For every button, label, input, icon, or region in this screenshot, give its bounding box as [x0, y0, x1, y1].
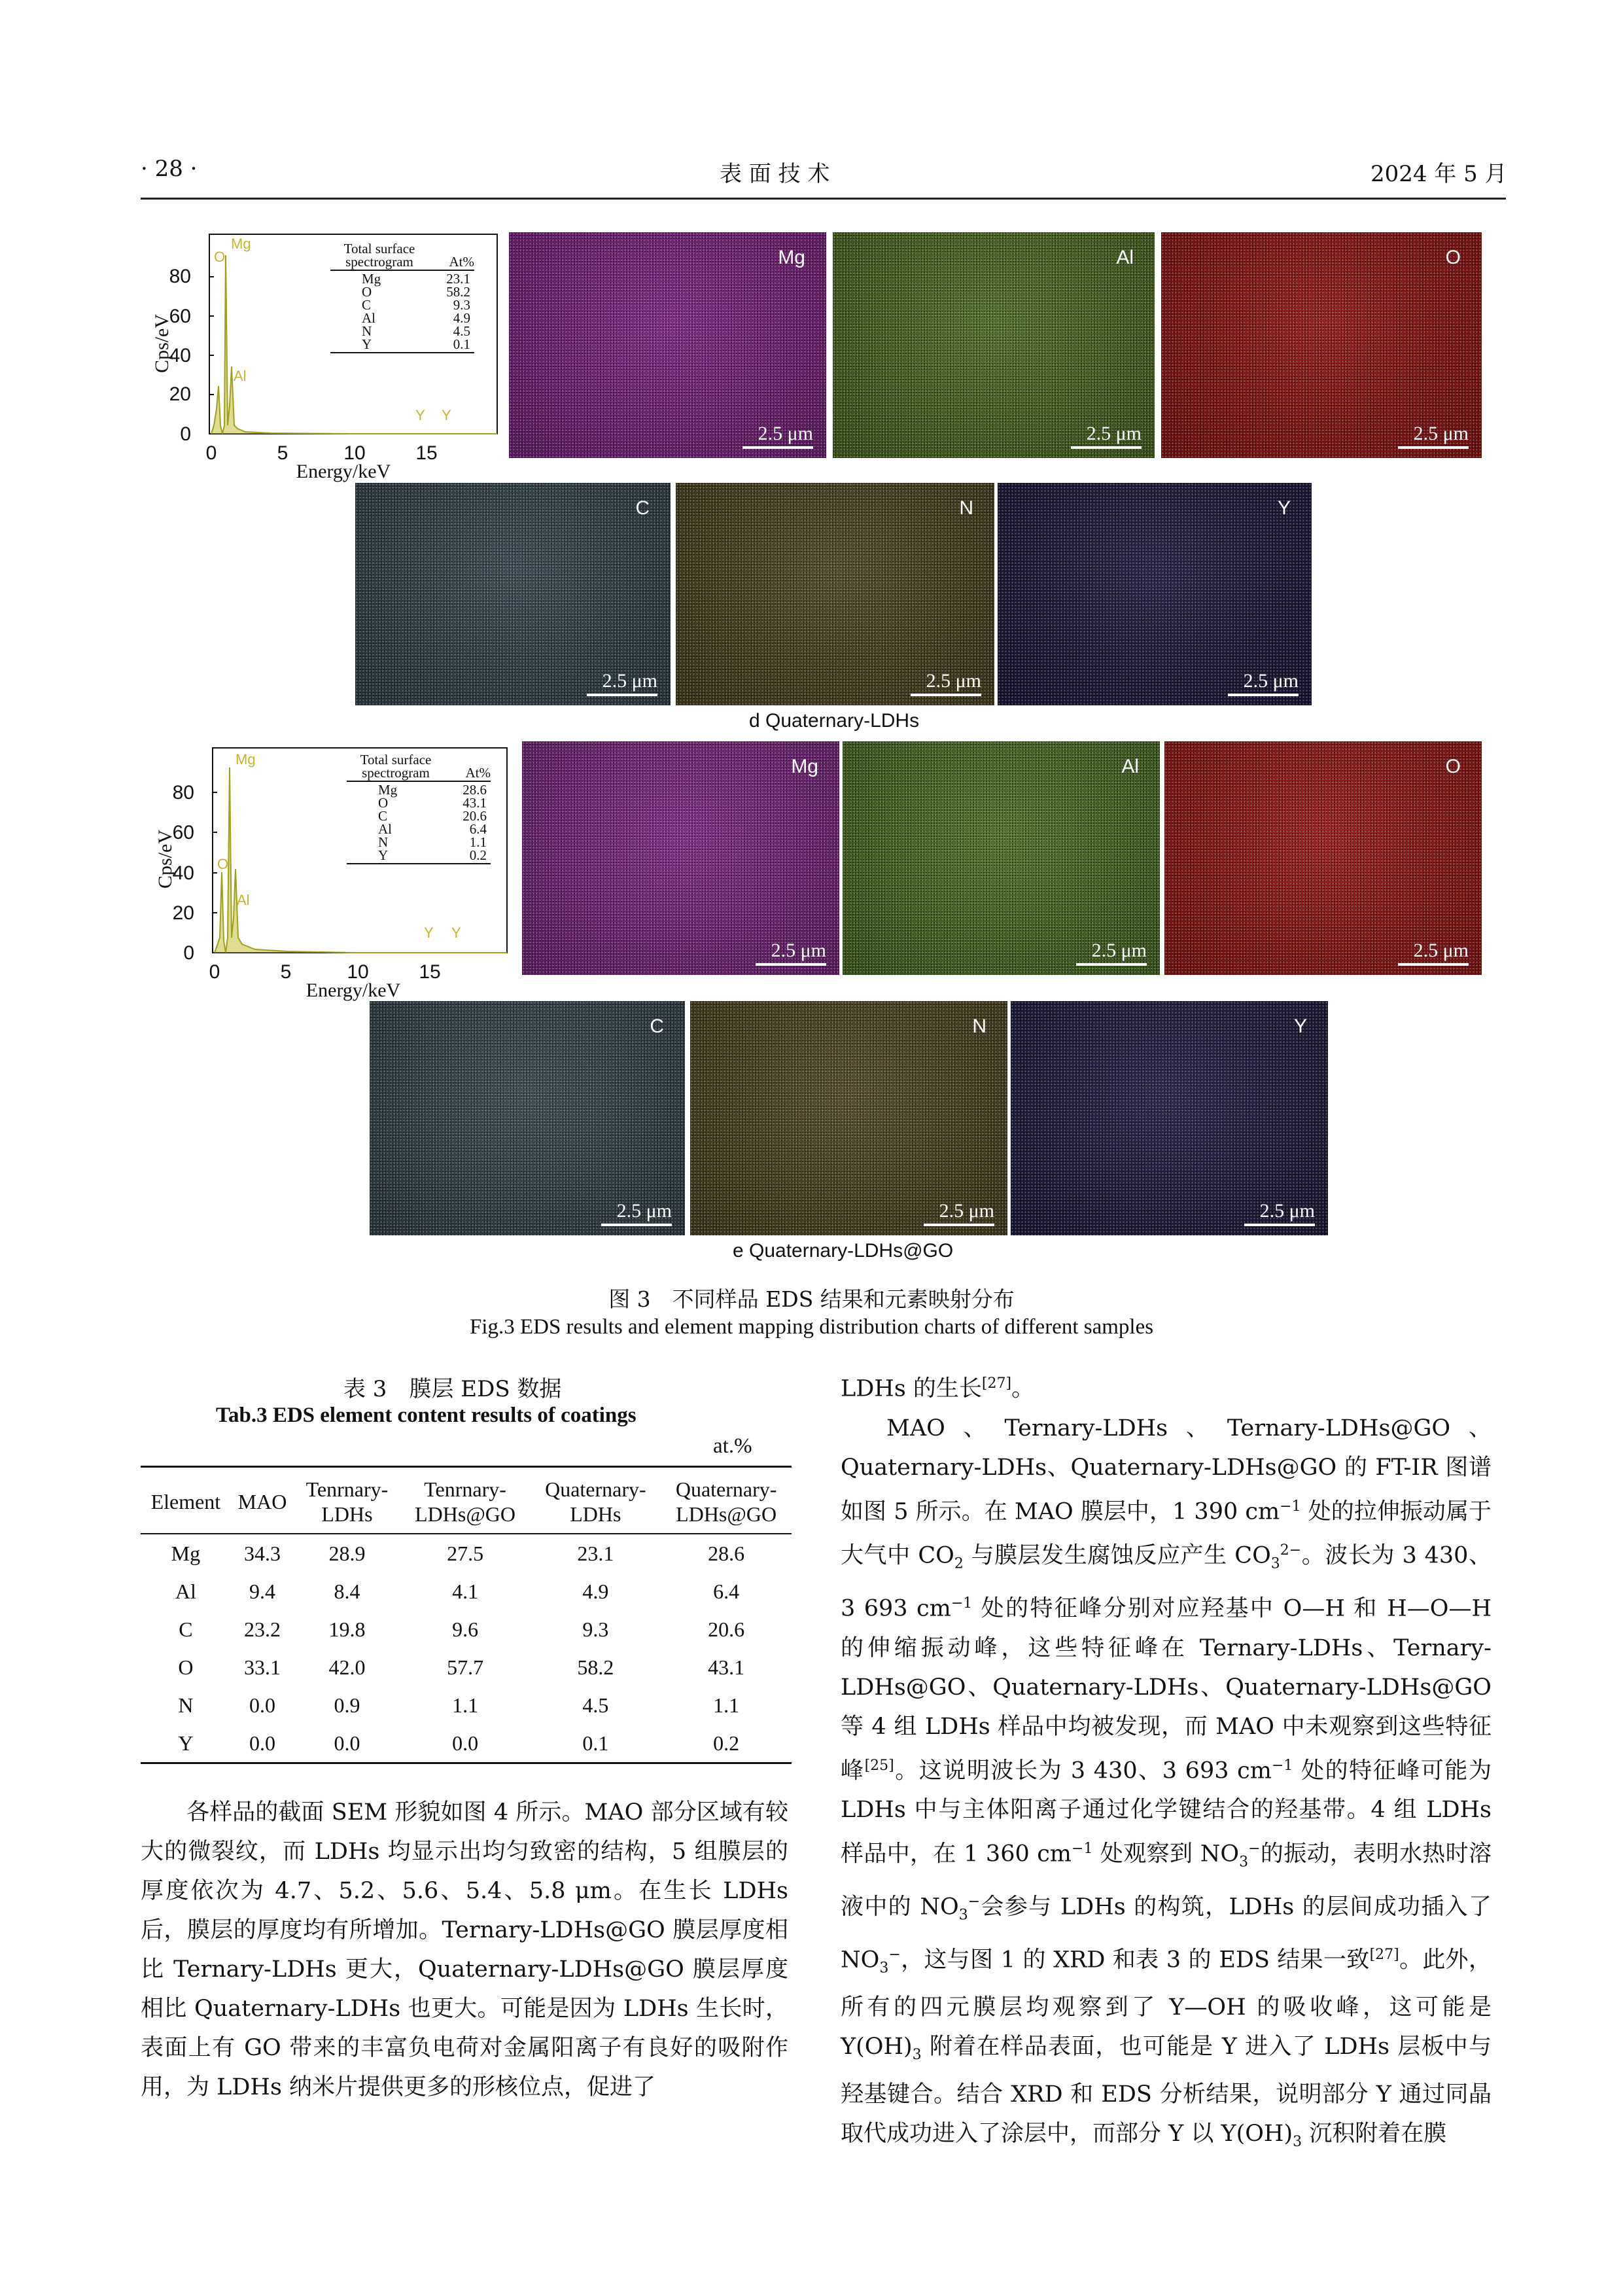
y-axis-label: Cps/eV [151, 314, 173, 373]
issue-date: 2024 年 5 月 [1370, 161, 1507, 187]
inset-row: C 20.6 [378, 808, 487, 824]
scale-bar: 2.5 μm [1244, 1200, 1315, 1226]
inset-row: C 9.3 [362, 297, 470, 313]
peak-label-o: O [214, 249, 226, 265]
col-header: Element [141, 1467, 231, 1534]
x-tick-10: 10 [347, 961, 369, 983]
element-map-mg: Mg 2.5 μm [522, 741, 839, 975]
page-number: · 28 · [141, 156, 198, 182]
eds-spectrum-e [154, 741, 510, 1001]
peak-label-y1: Y [424, 925, 434, 941]
table-row: C 23.2 19.8 9.6 9.3 20.6 [179, 1617, 745, 1641]
peak-label-al: Al [234, 368, 247, 384]
scale-bar: 2.5 μm [1228, 670, 1299, 696]
element-map-o: O 2.5 μm [1164, 741, 1482, 975]
x-tick-5: 5 [277, 442, 288, 464]
inset-title: Total surface spectrogram [343, 241, 415, 270]
peak-label-y2: Y [451, 925, 461, 941]
inset-row: N 4.5 [362, 323, 470, 339]
scale-bar: 2.5 μm [742, 423, 813, 449]
x-tick-0: 0 [209, 961, 220, 983]
inset-row: O 58.2 [362, 284, 470, 300]
peak-label-o: O [217, 856, 229, 872]
scale-bar: 2.5 μm [1398, 423, 1469, 449]
inset-title: Total surface spectrogram [360, 752, 432, 781]
element-map-al: Al 2.5 μm [833, 232, 1155, 458]
table-row: Y 0.0 0.0 0.0 0.1 0.2 [141, 1724, 792, 1763]
col-header: Tenrnary- LDHs@GO [400, 1467, 531, 1534]
scale-bar: 2.5 μm [756, 940, 826, 966]
inset-col-header: At% [449, 254, 474, 270]
table-title-en: Tab.3 EDS element content results of coatings [216, 1404, 637, 1427]
figure-caption-cn: 图 3 不同样品 EDS 结果和元素映射分布 [608, 1286, 1015, 1312]
peak-label-al: Al [237, 892, 250, 908]
x-axis-label: Energy/keV [296, 461, 391, 482]
y-tick-0: 0 [183, 942, 194, 964]
scale-bar: 2.5 μm [924, 1200, 994, 1226]
spectrum-inset-table [330, 242, 474, 355]
eds-data-table [141, 1466, 792, 1764]
table-header-row [141, 1467, 792, 1534]
element-map-o: O 2.5 μm [1161, 232, 1482, 458]
panel-label-e: e Quaternary-LDHs@GO [733, 1240, 954, 1262]
figure-caption-en: Fig.3 EDS results and element mapping distribution charts of different samples [469, 1315, 1154, 1339]
col-header: Quaternary- LDHs@GO [661, 1467, 792, 1534]
y-tick-80: 80 [172, 782, 194, 804]
x-tick-15: 15 [419, 961, 441, 983]
inset-row: Al 4.9 [362, 310, 470, 326]
x-tick-15: 15 [415, 442, 438, 464]
scale-bar: 2.5 μm [911, 670, 981, 696]
y-tick-0: 0 [180, 423, 191, 445]
y-tick-40: 40 [172, 862, 194, 884]
col-header: Tenrnary- LDHs [294, 1467, 400, 1534]
x-tick-0: 0 [205, 442, 217, 464]
scale-bar: 2.5 μm [1398, 940, 1469, 966]
table-unit: at.% [713, 1434, 752, 1458]
spectrum-inset-table [347, 753, 491, 866]
panel-label-d: d Quaternary-LDHs [749, 710, 920, 732]
inset-col-header: At% [465, 765, 491, 781]
scale-bar: 2.5 μm [601, 1200, 672, 1226]
y-tick-20: 20 [172, 902, 194, 924]
y-axis-label: Cps/eV [154, 830, 176, 889]
body-paragraph-left [141, 1793, 788, 2107]
inset-row: N 1.1 [378, 834, 487, 850]
table-row: N 0.0 0.9 1.1 4.5 1.1 [178, 1693, 740, 1717]
scale-bar: 2.5 μm [1071, 423, 1142, 449]
inset-row: Mg 23.1 [362, 271, 470, 287]
table-title-cn: 表 3 膜层 EDS 数据 [343, 1376, 562, 1402]
y-tick-40: 40 [169, 345, 191, 366]
y-tick-20: 20 [169, 383, 191, 405]
col-header: MAO [231, 1467, 294, 1534]
y-tick-60: 60 [172, 822, 194, 843]
x-tick-10: 10 [343, 442, 366, 464]
element-map-c: C 2.5 μm [370, 1001, 685, 1235]
journal-title: 表 面 技 术 [720, 161, 830, 187]
table-row: Al 9.4 8.4 4.1 4.9 6.4 [175, 1579, 740, 1603]
table-row: O 33.1 42.0 57.7 58.2 43.1 [178, 1655, 745, 1679]
peak-label-y1: Y [415, 407, 425, 423]
eds-spectrum-d [151, 229, 500, 482]
element-map-n: N 2.5 μm [676, 483, 994, 705]
paragraph-ftir: MAO、Ternary-LDHs、Ternary-LDHs@GO、Quaternary-LDHs、Quaternary-LDHs@GO 的 FT-IR 图谱如图 5 所示。在 MAO 膜层中，1 390 $cm^{-1}$ 处的拉伸振动属于大气中 $CO_2$ 与膜层发生腐蚀反应产生 $CO_3^{2-}$。波长为 3 430、3 693 $cm^{-1}$ 处的特征峰分别对应羟基中 O—H 和 H—O—H 的伸缩振动峰，这些特征峰在 Ternary-LDHs、Ternary-LDHs@GO、Quaternary-LDHs、Quaternary-LDHs@GO 等 4 组 LDHs 样品中均被发现，而 MAO 中未观察到这些特征峰[25]。这说明波长为 3 430、3 693 $cm^{-1}$ 处的特征峰可能为 LDHs 中与主体阳离子通过化学键结合的羟基带。4 组 LDHs 样品中，在 1 360 $cm^{-1}$ 处观察到 $NO_3^-$的振动，表明水热时溶液中的 $NO_3^-$会参与 LDHs 的构筑，LDHs 的层间成功插入了 $NO_3^-$，这与图 1 的 XRD 和表 3 的 EDS 结果一致[27]。此外，所有的四元膜层均观察到了 Y—OH 的吸收峰，这可能是 $Y(OH)_3$ 附着在样品表面，也可能是 Y 进入了 LDHs 层板中与羟基键合。结合 XRD 和 EDS 分析结果，说明部分 Y 通过同晶取代成功进入了涂层中，而部分 Y 以 $Y(OH)_3$ 沉积附着在膜 [841, 1415, 1492, 2151]
scale-bar: 2.5 μm [1076, 940, 1147, 966]
peak-label-y2: Y [442, 407, 451, 423]
inset-row: Y 0.1 [362, 336, 470, 352]
inset-row: O 43.1 [378, 795, 487, 811]
element-map-n: N 2.5 μm [690, 1001, 1007, 1235]
body-paragraph-right [841, 1364, 1492, 2162]
inset-row: Al 6.4 [378, 821, 487, 837]
peak-label-mg: Mg [236, 751, 256, 768]
element-map-y: Y 2.5 μm [998, 483, 1312, 705]
x-axis-label: Energy/keV [305, 980, 401, 1001]
element-map-mg: Mg 2.5 μm [509, 232, 826, 458]
element-map-al: Al 2.5 μm [843, 741, 1160, 975]
inset-row: Mg 28.6 [378, 782, 487, 798]
inset-row: Y 0.2 [378, 847, 487, 863]
table-row: Mg 34.3 28.9 27.5 23.1 28.6 [171, 1541, 745, 1565]
header-rule [141, 198, 1506, 200]
element-map-y: Y 2.5 μm [1011, 1001, 1328, 1235]
paragraph-sem: 各样品的截面 SEM 形貌如图 4 所示。MAO 部分区域有较大的微裂纹，而 LDHs 均显示出均匀致密的结构，5 组膜层的厚度依次为 4.7、5.2、5.6、5.4、5.8 μm。在生长 LDHs 后，膜层的厚度均有所增加。Ternary-LDHs@GO 膜层厚度相比 Ternary-LDHs 更大，Quaternary-LDHs@GO 膜层厚度相比 Quaternary-LDHs 也更大。可能是因为 LDHs 生长时，表面上有 GO 带来的丰富负电荷对金属阳离子有良好的吸附作用，为 LDHs 纳米片提供更多的形核位点，促进了 [141, 1799, 788, 2100]
element-map-c: C 2.5 μm [355, 483, 671, 705]
x-tick-5: 5 [280, 961, 292, 983]
continuation-line: LDHs 的生长[27]。 [841, 1375, 1035, 1402]
y-tick-80: 80 [169, 266, 191, 287]
y-tick-60: 60 [169, 306, 191, 327]
col-header: Quaternary- LDHs [531, 1467, 661, 1534]
scale-bar: 2.5 μm [587, 670, 657, 696]
peak-label-mg: Mg [231, 236, 251, 252]
